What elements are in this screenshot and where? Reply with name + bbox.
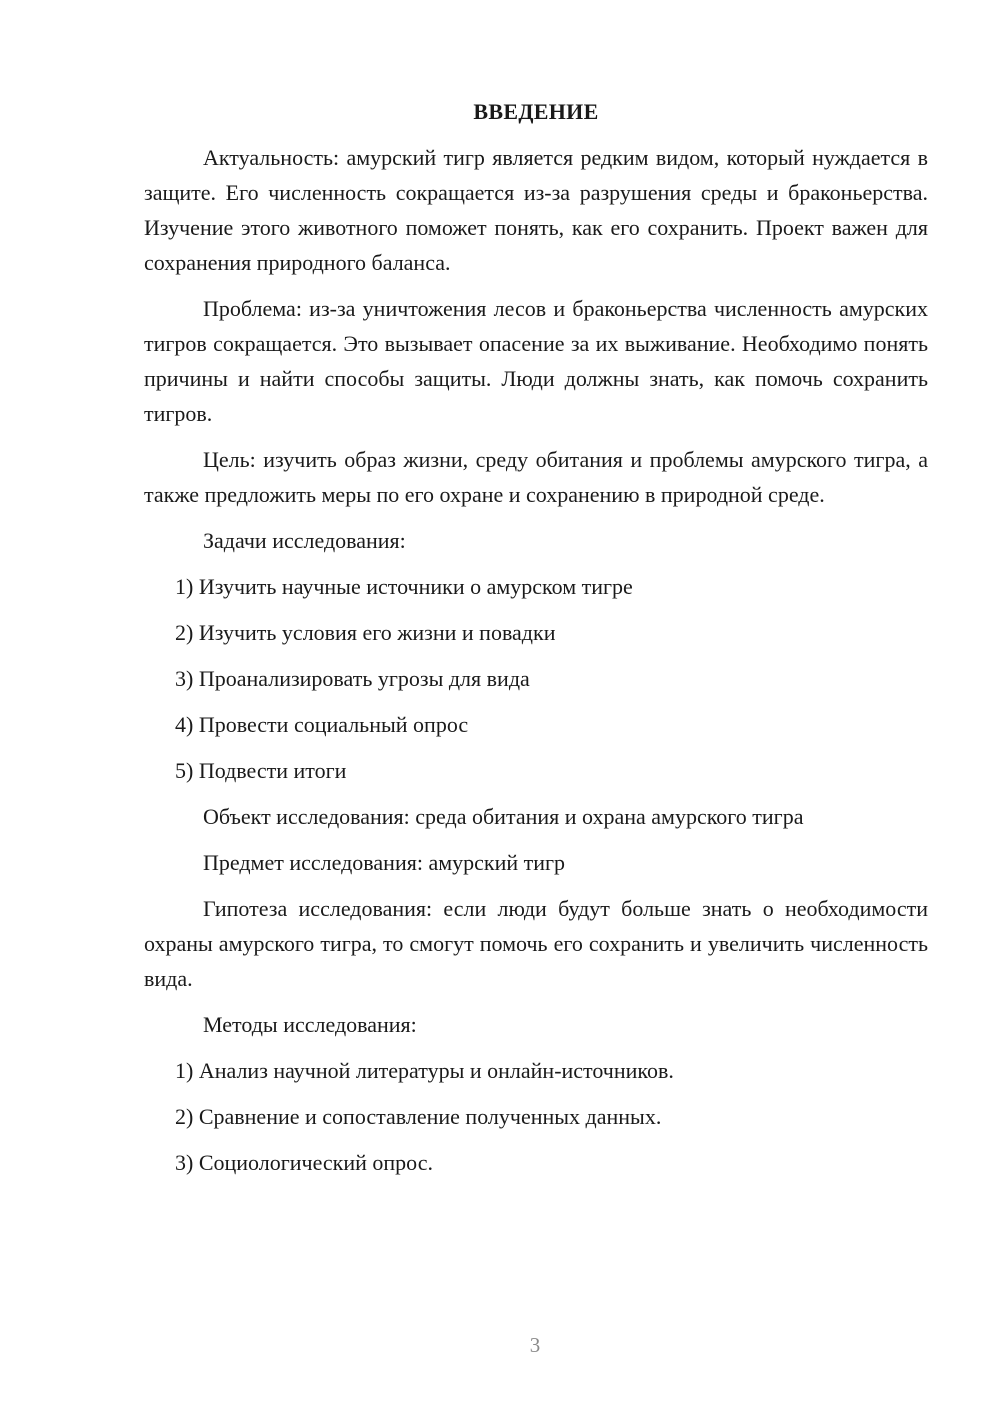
methods-list: [144, 1053, 928, 1180]
method-item: 1) Анализ научной литературы и онлайн-источников.: [175, 1058, 674, 1083]
task-item: 2) Изучить условия его жизни и повадки: [175, 620, 556, 645]
methods-title: Методы исследования:: [203, 1012, 417, 1037]
problem-paragraph: Проблема: из-за уничтожения лесов и браконьерства численность амурских тигров сокращается. Это вызывает опасение за их выживание. Необходимо понять причины и найти способы защиты. Люди должны знать, как помочь сохранить тигров.: [144, 296, 928, 426]
task-item: 3) Проанализировать угрозы для вида: [175, 666, 530, 691]
page-content: [144, 94, 928, 1191]
method-item: 2) Сравнение и сопоставление полученных данных.: [175, 1104, 662, 1129]
tasks-list: [144, 569, 928, 788]
task-item: 4) Провести социальный опрос: [175, 712, 469, 737]
tasks-title: Задачи исследования:: [203, 528, 406, 553]
task-item: 1) Изучить научные источники о амурском тигре: [175, 574, 633, 599]
object-line: Объект исследования: среда обитания и охрана амурского тигра: [203, 804, 804, 829]
method-item: 3) Социологический опрос.: [175, 1150, 433, 1175]
subject-line: Предмет исследования: амурский тигр: [203, 850, 566, 875]
task-item: 5) Подвести итоги: [175, 758, 347, 783]
relevance-paragraph: Актуальность: амурский тигр является редким видом, который нуждается в защите. Его численность сокращается из-за разрушения среды и браконьерства. Изучение этого животного поможет понять, как его сохранить. Проект важен для сохранения природного баланса.: [144, 145, 928, 275]
goal-paragraph: Цель: изучить образ жизни, среду обитания и проблемы амурского тигра, а также предложить меры по его охране и сохранению в природной среде.: [144, 447, 928, 507]
section-heading: ВВЕДЕНИЕ: [473, 99, 599, 124]
page-number: 3: [529, 1333, 541, 1357]
hypothesis-paragraph: Гипотеза исследования: если люди будут больше знать о необходимости охраны амурского тигра, то смогут помочь его сохранить и увеличить численность вида.: [144, 896, 928, 991]
